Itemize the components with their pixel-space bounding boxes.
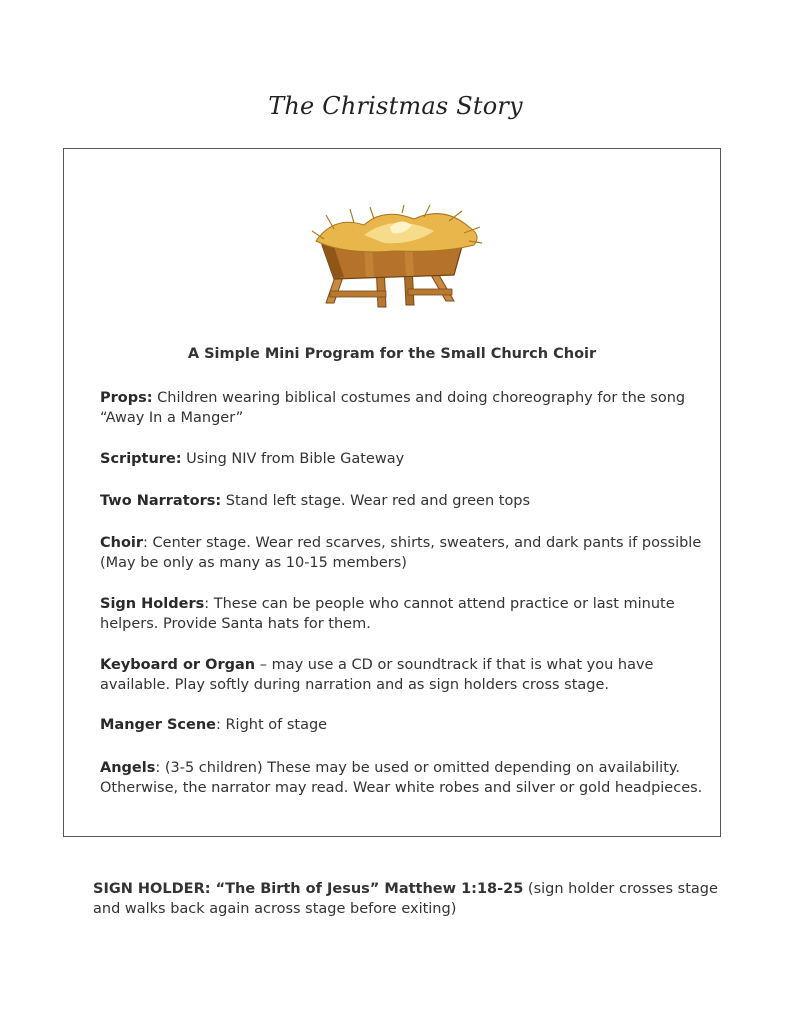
keyboard-label: Keyboard or Organ <box>100 657 256 673</box>
choir-item <box>100 534 720 573</box>
narrators-item <box>100 492 720 512</box>
angels-item <box>100 759 720 798</box>
angels-text: : (3-5 children) These may be used or omitted depending on availability. Otherwise, the narrator may read. Wear white robes and silver or gold headpieces. <box>100 760 703 796</box>
keyboard-item <box>100 656 720 695</box>
sign-holder-text: (sign holder crosses stage and walks back again across stage before exiting) <box>93 881 718 917</box>
props-item <box>100 389 720 428</box>
props-label: Props: <box>100 390 153 406</box>
manger-scene-text: : Right of stage <box>215 717 328 733</box>
sign-holder-note <box>93 880 723 919</box>
page-title: The Christmas Story <box>268 92 523 120</box>
narrators-label: Two Narrators: <box>100 493 222 509</box>
sign-holders-label: Sign Holders <box>100 596 205 612</box>
program-subtitle: A Simple Mini Program for the Small Church Choir <box>187 346 597 362</box>
manger-scene-item <box>100 716 720 736</box>
manger-illustration <box>304 205 484 310</box>
narrators-text: Stand left stage. Wear red and green tops <box>221 493 531 509</box>
keyboard-text: – may use a CD or soundtrack if that is what you have available. Play softly during narration and as sign holders cross stage. <box>100 657 654 693</box>
sign-holders-item <box>100 595 720 634</box>
sign-holders-text: : These can be people who cannot attend practice or last minute helpers. Provide Santa hats for them. <box>100 596 675 632</box>
manger-scene-label: Manger Scene <box>100 717 216 733</box>
angels-label: Angels <box>100 760 156 776</box>
choir-label: Choir <box>100 535 144 551</box>
scripture-label: Scripture: <box>100 451 182 467</box>
props-text: Children wearing biblical costumes and doing choreography for the song “Away In a Manger” <box>100 390 686 426</box>
scripture-item <box>100 450 720 470</box>
scripture-text: Using NIV from Bible Gateway <box>181 451 405 467</box>
choir-text: : Center stage. Wear red scarves, shirts, sweaters, and dark pants if possible (May be only as many as 10-15 members) <box>100 535 702 571</box>
sign-holder-label: SIGN HOLDER: “The Birth of Jesus” Matthew 1:18-25 <box>93 881 524 897</box>
